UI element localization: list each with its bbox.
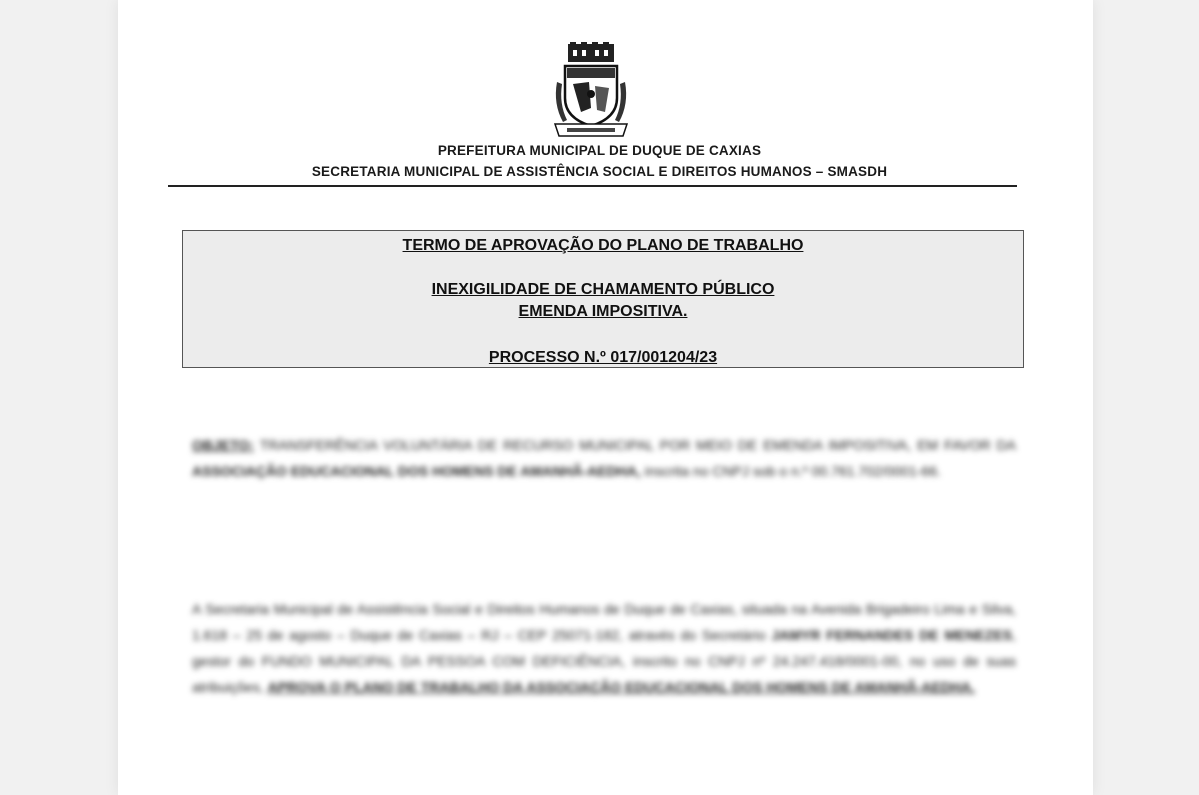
header-divider (168, 185, 1017, 187)
process-number: PROCESSO N.º 017/001204/23 (488, 349, 718, 366)
header-institution: PREFEITURA MUNICIPAL DE DUQUE DE CAXIAS (437, 143, 762, 158)
paragraph-middle: , gestor do FUNDO MUNICIPAL DA PESSOA COM DEFICIÊNCIA, inscrito no CNPJ nº 24.247.418/0001-00, no uso de suas atribuições, (192, 627, 1017, 695)
secretary-name: JAMYR FERNANDES DE MENEZES (771, 627, 1013, 643)
objeto-label: OBJETO: (192, 437, 254, 453)
document-title: TERMO DE APROVAÇÃO DO PLANO DE TRABALHO (402, 237, 804, 254)
paragraph-intro: A Secretaria Municipal de Assistência Social e Direitos Humanos de Duque de Caxias, situada na Avenida Brigadeiro Lima e Silva, 1.618 – 25 de agosto – Duque de Caxias – RJ – CEP 25071-182, através do Secretário (192, 601, 1016, 643)
approval-statement: APROVA O PLANO DE TRABALHO DA ASSOCIAÇÃO EDUCACIONAL DOS HOMENS DE AMANHÃ-AEDHA. (267, 679, 976, 695)
objeto-section (192, 432, 1016, 484)
objeto-text: TRANSFERÊNCIA VOLUNTÁRIA DE RECURSO MUNICIPAL POR MEIO DE EMENDA IMPOSITIVA, EM FAVOR DA (253, 437, 1016, 453)
duque-de-caxias-coat-of-arms-icon (551, 42, 631, 138)
document-subtitle-2: EMENDA IMPOSITIVA. (518, 303, 688, 320)
title-box (182, 230, 1024, 368)
approval-paragraph (192, 596, 1016, 700)
document-subtitle-1: INEXIGILIDADE DE CHAMAMENTO PÚBLICO (431, 281, 775, 298)
objeto-cnpj: inscrita no CNPJ sob o n.º 00.761.702/0001-66. (640, 463, 941, 479)
header-secretariat: SECRETARIA MUNICIPAL DE ASSISTÊNCIA SOCIAL E DIREITOS HUMANOS – SMASDH (311, 164, 888, 179)
objeto-entity: ASSOCIAÇÃO EDUCACIONAL DOS HOMENS DE AMANHÃ-AEDHA, (192, 463, 641, 479)
